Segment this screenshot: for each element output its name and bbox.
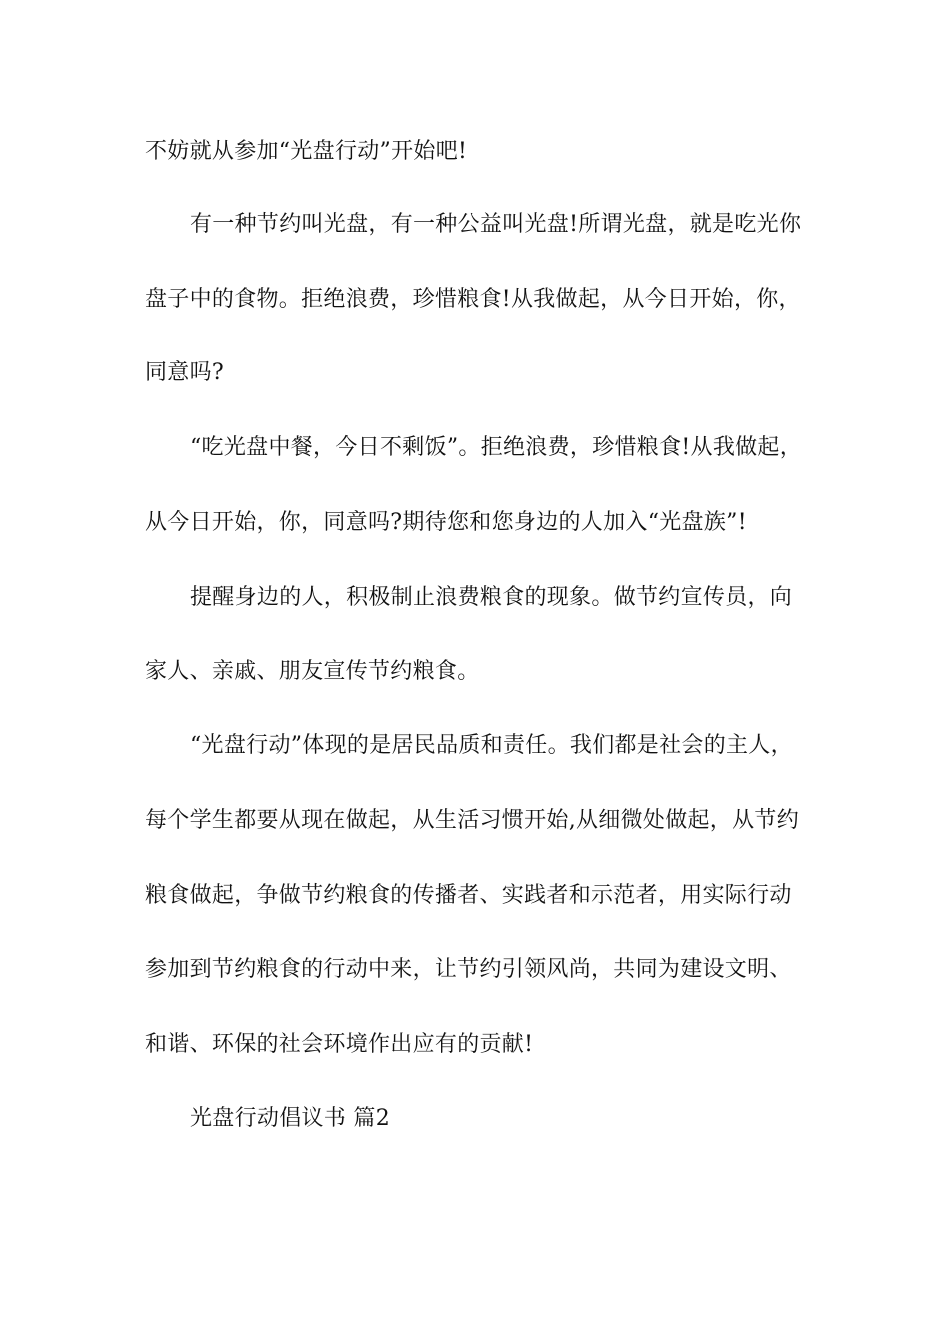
paragraph-4-line-5: 和谐、环保的社会环境作出应有的贡献! xyxy=(145,1032,534,1057)
paragraph-2-line-1: “吃光盘中餐，今日不剩饭”。拒绝浪费，珍惜粮食!从我做起， xyxy=(190,435,803,460)
paragraph-4-line-3: 粮食做起，争做节约粮食的传播者、实践者和示范者，用实际行动 xyxy=(145,883,792,908)
paragraph-2-line-2: 从今日开始，你，同意吗?期待您和您身边的人加入“光盘族”! xyxy=(145,510,747,535)
paragraph-4-line-1: “光盘行动”体现的是居民品质和责任。我们都是社会的主人， xyxy=(190,733,793,758)
paragraph-4-line-4: 参加到节约粮食的行动中来，让节约引领风尚，共同为建设文明、 xyxy=(145,957,792,982)
text-line-1: 不妨就从参加“光盘行动”开始吧! xyxy=(145,139,468,164)
paragraph-1-line-3: 同意吗? xyxy=(145,360,224,385)
section-heading: 光盘行动倡议书 篇2 xyxy=(190,1106,390,1131)
paragraph-3-line-2: 家人、亲戚、朋友宣传节约粮食。 xyxy=(145,659,480,684)
paragraph-1-line-2: 盘子中的食物。拒绝浪费，珍惜粮食!从我做起，从今日开始，你， xyxy=(145,287,801,312)
paragraph-4-line-2: 每个学生都要从现在做起，从生活习惯开始,从细微处做起，从节约 xyxy=(145,808,799,833)
paragraph-3-line-1: 提醒身边的人，积极制止浪费粮食的现象。做节约宣传员，向 xyxy=(190,585,793,610)
paragraph-1-line-1: 有一种节约叫光盘，有一种公益叫光盘!所谓光盘，就是吃光你 xyxy=(190,212,802,237)
